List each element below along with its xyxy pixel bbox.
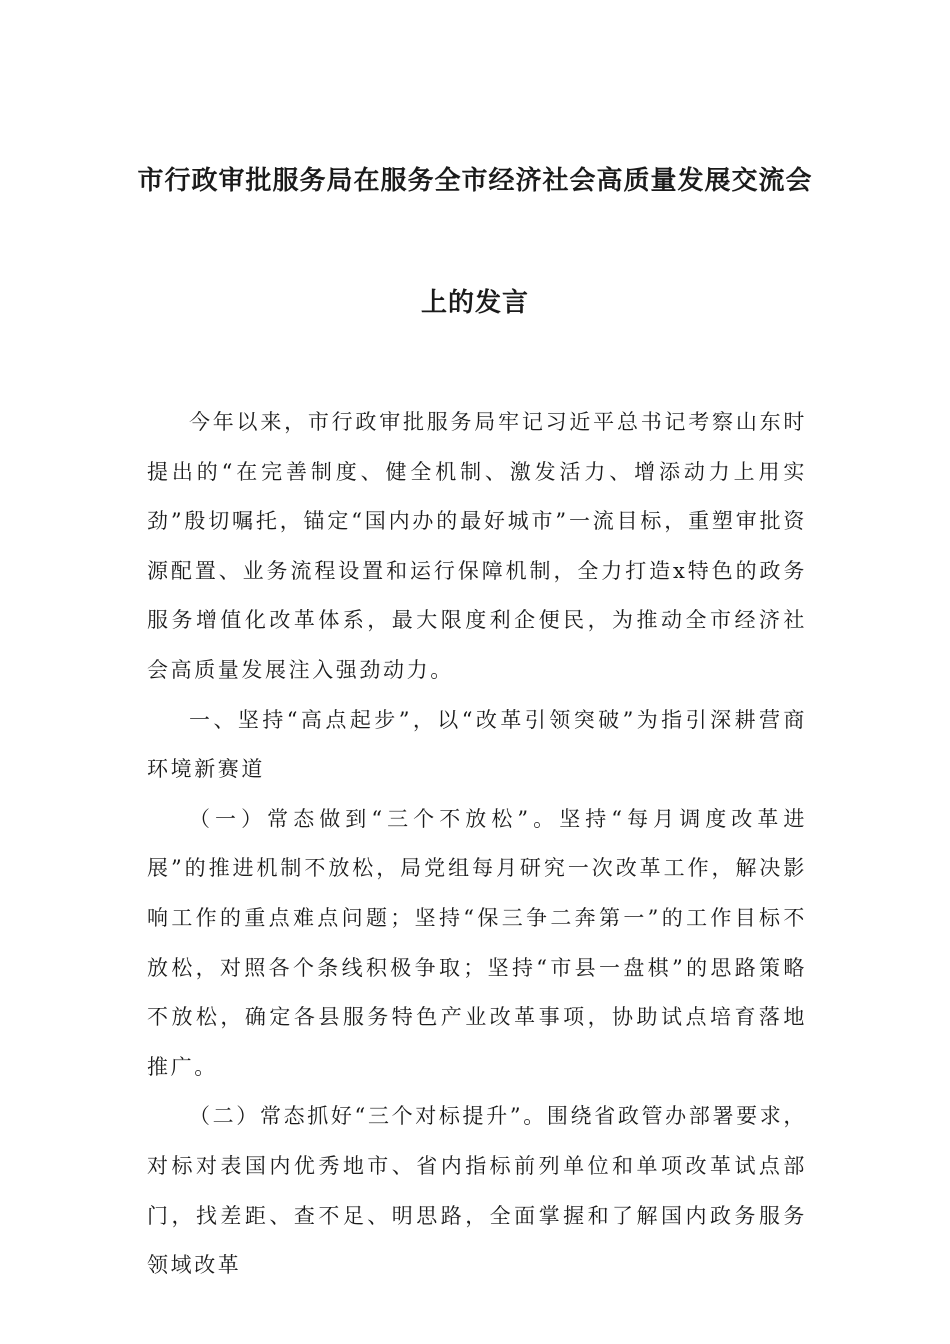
section-heading-1: 一、坚持“高点起步”，以“改革引领突破”为指引深耕营商环境新赛道 xyxy=(147,707,807,782)
subsection-paragraph-2: （二）常态抓好“三个对标提升”。围绕省政管办部署要求，对标对表国内优秀地市、省内指标前列单位和单项改革试点部门，找差距、查不足、明思路，全面掌握和了解国内政务服务领域改革 xyxy=(147,1104,807,1278)
subsection-paragraph-1: （一）常态做到“三个不放松”。坚持“每月调度改革进展”的推进机制不放松，局党组每月研究一次改革工作，解决影响工作的重点难点问题；坚持“保三争二奔第一”的工作目标不放松，对照各个条线积极争取；坚持“市县一盘棋”的思路策略不放松，确定各县服务特色产业改革事项，协助试点培育落地推广。 xyxy=(147,806,807,1079)
intro-paragraph: 今年以来，市行政审批服务局牢记习近平总书记考察山东时提出的“在完善制度、健全机制、激发活力、增添动力上用实劲”殷切嘱托，锚定“国内办的最好城市”一流目标，重塑审批资源配置、业务流程设置和运行保障机制，全力打造x特色的政务服务增值化改革体系，最大限度利企便民，为推动全市经济社会高质量发展注入强劲动力。 xyxy=(147,410,807,682)
document-title-line-1: 市行政审批服务局在服务全市经济社会高质量发展交流会 xyxy=(137,166,813,196)
document-body xyxy=(147,398,807,1291)
document-title-line-2: 上的发言 xyxy=(420,288,529,318)
